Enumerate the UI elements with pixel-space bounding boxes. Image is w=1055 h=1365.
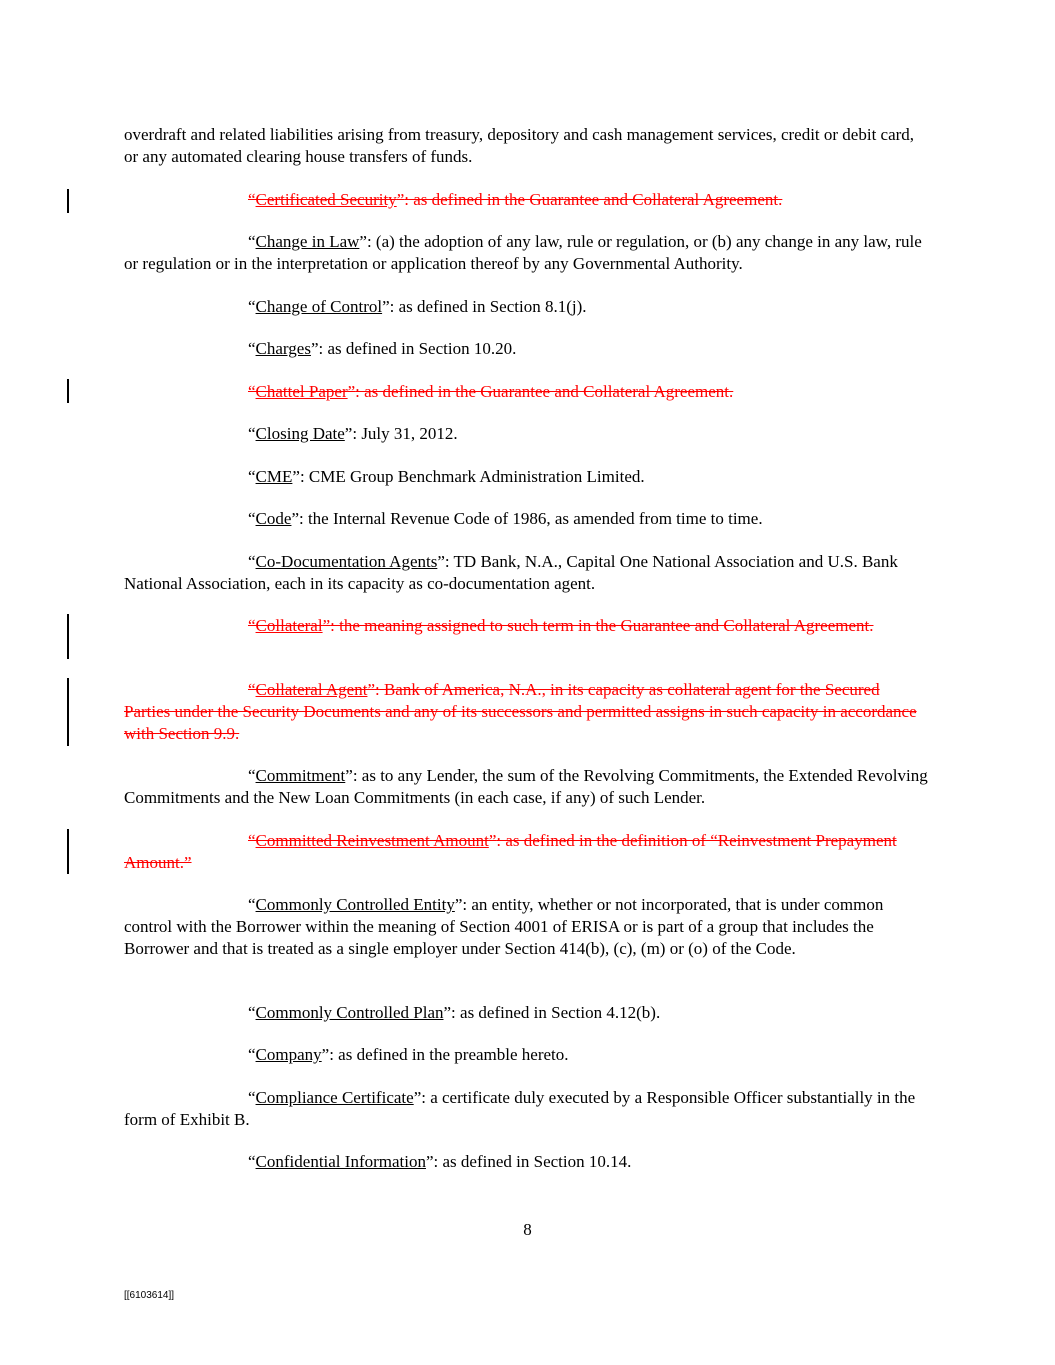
definition-text: : the meaning assigned to such term in the Guarantee and Collateral Agreement. (330, 616, 874, 635)
definition-cme (124, 466, 929, 488)
definition-text: : July 31, 2012. (352, 424, 458, 443)
definition-text: : as defined in the Guarantee and Collateral Agreement. (404, 190, 783, 209)
definition-text: : as defined in the preamble hereto. (329, 1045, 569, 1064)
quote-open: “ (248, 766, 256, 785)
change-bar (67, 189, 69, 213)
definition-co-documentation-agents (124, 551, 929, 595)
definition-commonly-controlled-plan (124, 1002, 929, 1024)
definition-collateral-agent (124, 679, 929, 745)
definition-chattel-paper (124, 381, 929, 403)
defined-term: Compliance Certificate (255, 1088, 414, 1107)
definition-text: : Bank of America, N.A., in its capacity as collateral agent for the Secured Parties under the Security Documents and any of its successors and permitted assigns in such capacity in accordance with Section 9.9. (124, 680, 917, 743)
definition-closing-date (124, 423, 929, 445)
quote-open: “ (248, 895, 256, 914)
defined-term: Change in Law (255, 232, 360, 251)
defined-term: Commitment (255, 766, 346, 785)
quote-open: “ (248, 616, 256, 635)
definition-charges (124, 338, 929, 360)
defined-term: Company (255, 1045, 322, 1064)
quote-close: ” (382, 297, 390, 316)
quote-open: “ (248, 297, 256, 316)
quote-open: “ (248, 1045, 256, 1064)
quote-open: “ (248, 1152, 256, 1171)
definition-commitment (124, 765, 929, 809)
definition-code (124, 508, 929, 530)
quote-close: ” (345, 766, 353, 785)
definition-text: : as defined in Section 8.1(j). (389, 297, 587, 316)
quote-close: ” (454, 895, 463, 914)
definition-text: : (a) the adoption of any law, rule or regulation, or (b) any change in any law, rule or regulation or in the interpretation or application thereof by any Governmental Authority. (124, 232, 922, 273)
definition-text: : TD Bank, N.A., Capital One National Association and U.S. Bank National Association, each in its capacity as co-documentation agent. (124, 552, 898, 593)
quote-open: “ (248, 190, 256, 209)
definition-text: : as defined in Section 10.14. (433, 1152, 632, 1171)
quote-close: ” (344, 424, 353, 443)
definition-company (124, 1044, 929, 1066)
definition-change-in-law (124, 231, 929, 275)
change-bar (67, 829, 69, 874)
defined-term: CME (255, 467, 293, 486)
definition-certificated-security (124, 189, 929, 211)
quote-open: “ (248, 467, 256, 486)
page-number: 8 (523, 1220, 532, 1239)
quote-open: “ (248, 1088, 256, 1107)
definition-text: : as defined in the definition of “Reinvestment Prepayment Amount.” (124, 831, 897, 872)
definition-compliance-certificate (124, 1087, 929, 1131)
quote-close: ” (425, 1152, 434, 1171)
definition-text: : as defined in Section 10.20. (318, 339, 517, 358)
defined-term: Committed Reinvestment Amount (255, 831, 489, 850)
quote-close: ” (367, 680, 375, 699)
quote-open: “ (248, 232, 256, 251)
defined-term: Commonly Controlled Plan (255, 1003, 444, 1022)
defined-term: Chattel Paper (255, 382, 348, 401)
definition-text: : the Internal Revenue Code of 1986, as amended from time to time. (298, 509, 763, 528)
defined-term: Collateral Agent (255, 680, 368, 699)
quote-close: ” (437, 552, 445, 571)
quote-open: “ (248, 1003, 256, 1022)
quote-close: ” (359, 232, 367, 251)
defined-term: Certificated Security (255, 190, 397, 209)
defined-term: Change of Control (255, 297, 383, 316)
quote-open: “ (248, 339, 256, 358)
quote-close: ” (488, 831, 497, 850)
defined-term: Co-Documentation Agents (255, 552, 438, 571)
quote-open: “ (248, 552, 256, 571)
definition-commonly-controlled-entity (124, 894, 929, 960)
definition-committed-reinvestment-amount (124, 830, 929, 874)
quote-open: “ (248, 382, 256, 401)
change-bar (67, 614, 69, 659)
defined-term: Closing Date (255, 424, 345, 443)
definition-text: : CME Group Benchmark Administration Limited. (299, 467, 645, 486)
quote-open: “ (248, 680, 256, 699)
defined-term: Confidential Information (255, 1152, 426, 1171)
document-id: [[6103614]] (124, 1290, 175, 1301)
defined-term: Commonly Controlled Entity (255, 895, 455, 914)
definition-confidential-information (124, 1151, 929, 1173)
quote-open: “ (248, 509, 256, 528)
quote-close: ” (322, 616, 331, 635)
quote-close: ” (292, 467, 300, 486)
defined-term: Code (255, 509, 292, 528)
quote-close: ” (413, 1088, 422, 1107)
definition-text: : a certificate duly executed by a Responsible Officer substantially in the form of Exhibit B. (124, 1088, 916, 1129)
quote-close: ” (347, 382, 356, 401)
quote-close: ” (321, 1045, 330, 1064)
intro-paragraph: overdraft and related liabilities arising from treasury, depository and cash management services, credit or debit card, or any automated clearing house transfers of funds. (124, 125, 915, 166)
quote-close: ” (443, 1003, 452, 1022)
defined-term: Collateral (255, 616, 323, 635)
definition-text: : as defined in Section 4.12(b). (451, 1003, 661, 1022)
definition-text: : as to any Lender, the sum of the Revolving Commitments, the Extended Revolving Commitments and the New Loan Commitments (in each case, if any) of such Lender. (124, 766, 928, 807)
change-bar (67, 379, 69, 403)
quote-close: ” (396, 190, 405, 209)
defined-term: Charges (255, 339, 311, 358)
definition-change-of-control (124, 296, 929, 318)
definition-collateral (124, 615, 929, 637)
definition-text: : an entity, whether or not incorporated, that is under common control with the Borrower within the meaning of Section 4001 of ERISA or is part of a group that includes the Borrower and that is treated as a single employer under Section 414(b), (c), (m) or (o) of the Code. (124, 895, 884, 958)
quote-close: ” (310, 339, 319, 358)
quote-close: ” (291, 509, 299, 528)
quote-open: “ (248, 831, 256, 850)
quote-open: “ (248, 424, 256, 443)
definition-text: : as defined in the Guarantee and Collateral Agreement. (355, 382, 734, 401)
change-bar (67, 678, 69, 746)
